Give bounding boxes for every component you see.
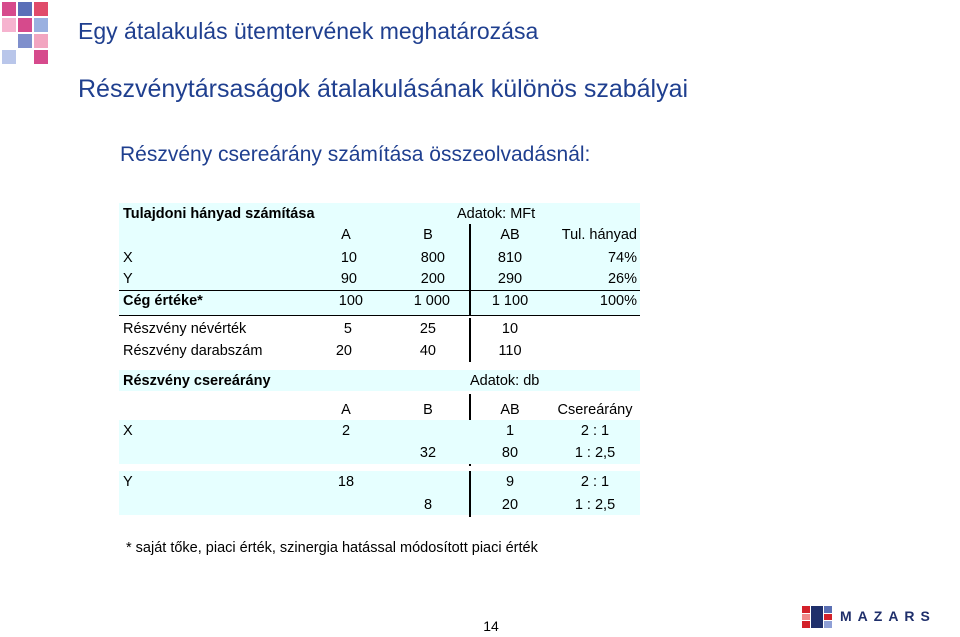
- row-label-x: X: [123, 250, 133, 266]
- page-subtitle: Részvénytársaságok átalakulásának különös szabályai: [78, 75, 689, 103]
- ex-cell-x-ab: 1: [505, 423, 515, 439]
- exchange-title: Részvény csereárány: [123, 373, 271, 389]
- ex-cell-y2-b: 8: [423, 497, 433, 513]
- ownership-unit: Adatok: MFt: [457, 206, 536, 222]
- cell-x-a: 10: [340, 250, 357, 266]
- cell-count-ab: 110: [498, 343, 522, 359]
- ex-col-header-b: B: [423, 402, 433, 418]
- decor-square: [18, 34, 32, 48]
- page-number: 14: [483, 618, 499, 634]
- mazars-wordmark: MAZARS: [840, 608, 936, 624]
- decor-square: [34, 2, 48, 16]
- ex-cell-y2-ab: 20: [501, 497, 519, 513]
- exchange-unit: Adatok: db: [470, 373, 540, 389]
- cell-x-b: 800: [420, 250, 445, 266]
- decor-square: [18, 18, 32, 32]
- page-title: Egy átalakulás ütemtervének meghatározása: [78, 18, 539, 44]
- ownership-title: Tulajdoni hányad számítása: [123, 206, 315, 222]
- decor-square: [18, 2, 32, 16]
- col-header-share: Tul. hányad: [561, 227, 637, 243]
- cell-count-b: 40: [419, 343, 436, 359]
- column-divider: [469, 318, 471, 362]
- ex-col-header-a: A: [341, 402, 351, 418]
- decor-square: [2, 2, 16, 16]
- cell-y-b: 200: [420, 271, 445, 287]
- cell-total-share: 100%: [599, 293, 637, 309]
- ex-cell-y-a: 18: [337, 474, 355, 490]
- row-label-total: Cég értéke*: [123, 293, 203, 309]
- corner-decoration: [0, 0, 60, 66]
- cell-par-b: 25: [419, 321, 436, 337]
- col-header-b: B: [423, 227, 433, 243]
- cell-x-share: 74%: [607, 250, 637, 266]
- ex-cell-x-ratio: 2 : 1: [580, 423, 610, 439]
- ex-col-header-ab: AB: [500, 402, 520, 418]
- table-bottom-border: [119, 315, 640, 316]
- ex-cell-x2-ab: 80: [501, 445, 519, 461]
- mazars-logo-icon: [802, 606, 832, 628]
- cell-y-a: 90: [340, 271, 357, 287]
- cell-y-share: 26%: [607, 271, 637, 287]
- mazars-logo: [802, 606, 936, 628]
- ex-cell-y2-ratio: 1 : 2,5: [574, 497, 616, 513]
- col-header-ab: AB: [500, 227, 520, 243]
- column-divider: [469, 471, 471, 517]
- ex-row-label-x: X: [123, 423, 133, 439]
- cell-total-b: 1 000: [413, 293, 450, 309]
- decor-square: [34, 34, 48, 48]
- row-label-par-value: Részvény névérték: [123, 321, 247, 337]
- total-separator: [119, 290, 640, 291]
- ex-col-header-ratio: Csereárány: [557, 402, 633, 418]
- decor-square: [2, 18, 16, 32]
- cell-total-ab: 1 100: [491, 293, 529, 309]
- cell-par-ab: 10: [501, 321, 519, 337]
- ex-cell-y-ratio: 2 : 1: [580, 474, 610, 490]
- row-label-share-count: Részvény darabszám: [123, 343, 263, 359]
- ex-cell-x2-ratio: 1 : 2,5: [574, 445, 616, 461]
- ex-row-label-y: Y: [123, 474, 133, 490]
- ex-cell-y-ab: 9: [505, 474, 515, 490]
- decor-square: [2, 50, 16, 64]
- cell-par-a: 5: [343, 321, 352, 337]
- row-label-y: Y: [123, 271, 133, 287]
- decor-square: [34, 50, 48, 64]
- col-header-a: A: [341, 227, 351, 243]
- section-heading: Részvény csereárány számítása összeolvadásnál:: [120, 143, 591, 166]
- decor-square: [34, 18, 48, 32]
- cell-count-a: 20: [335, 343, 352, 359]
- ex-cell-x-a: 2: [341, 423, 351, 439]
- column-divider: [469, 224, 471, 316]
- cell-total-a: 100: [338, 293, 363, 309]
- footnote: * saját tőke, piaci érték, szinergia hatással módosított piaci érték: [126, 540, 538, 556]
- cell-y-ab: 290: [497, 271, 523, 287]
- ex-cell-x2-b: 32: [419, 445, 437, 461]
- cell-x-ab: 810: [497, 250, 523, 266]
